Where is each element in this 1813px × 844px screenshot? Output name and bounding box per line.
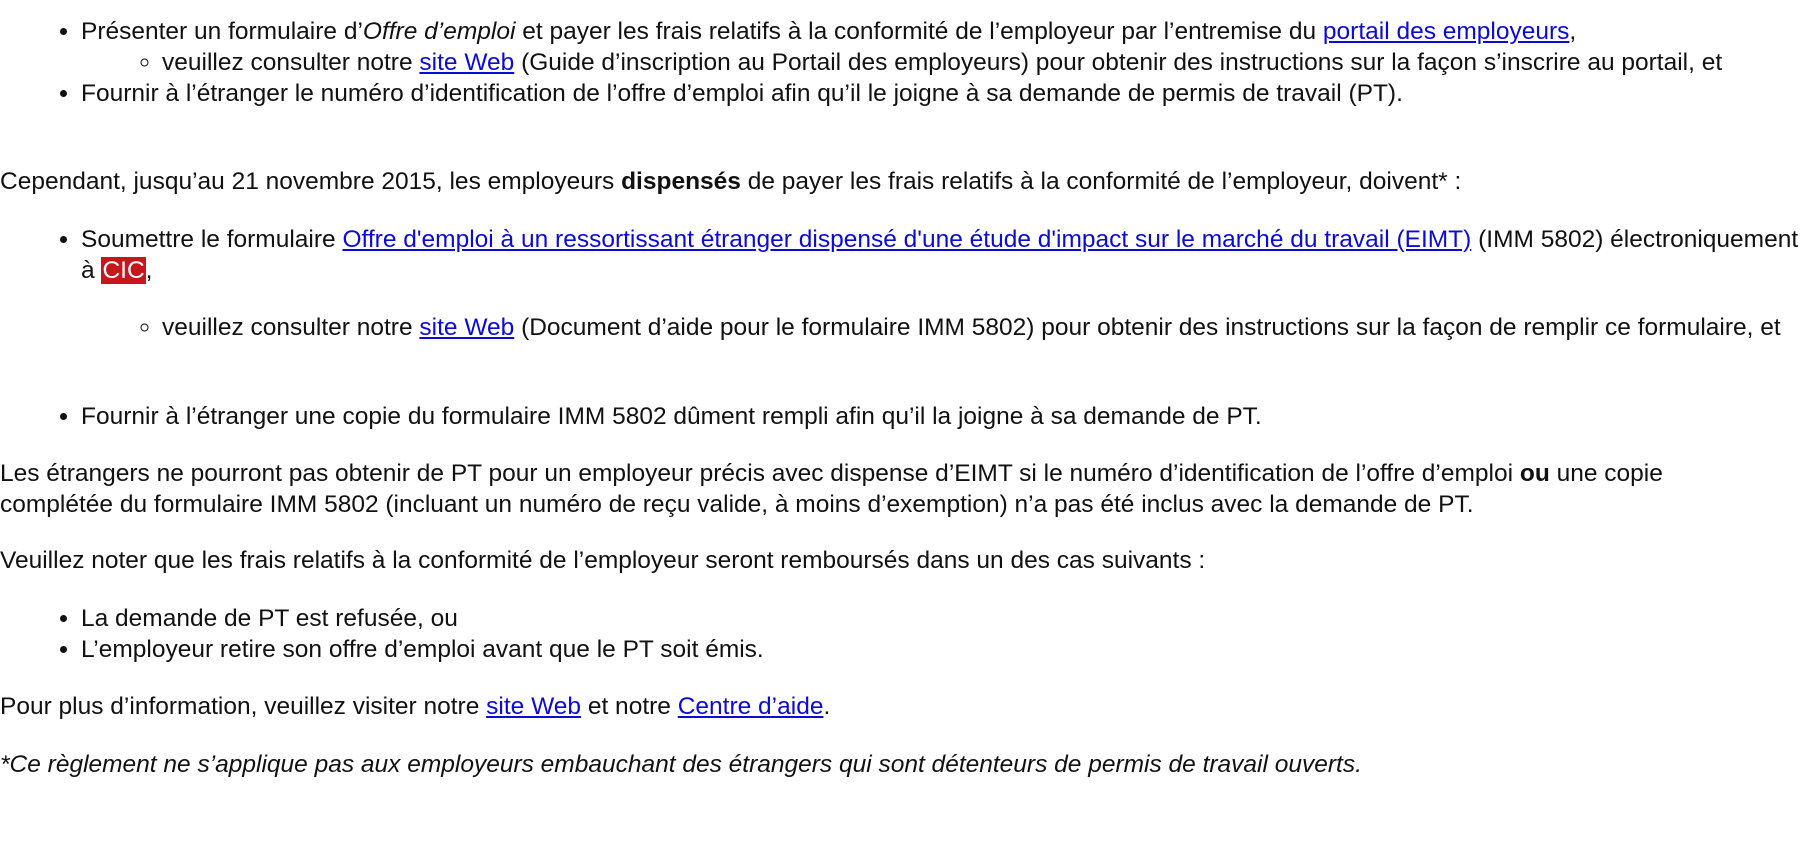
link-site-web-info[interactable]: site Web — [486, 693, 582, 720]
sub-list-container — [81, 312, 1813, 343]
text-segment: , — [1569, 18, 1577, 45]
sub-list-wrapper — [0, 312, 1813, 343]
text-segment: et notre — [581, 693, 678, 720]
text-segment: Cependant, jusqu’au 21 novembre 2015, les employeurs — [0, 168, 622, 195]
text-segment: et payer les frais relatifs à la conformité de l’employeur par l’entremise du — [515, 18, 1323, 45]
link-imm5802-form[interactable]: Offre d'emploi à un ressortissant étranger dispensé d'une étude d'impact sur le marché du travail (EIMT) — [342, 226, 1472, 253]
text-segment: veuillez consulter notre — [162, 49, 420, 76]
paragraph-exempt-employers — [0, 166, 1732, 197]
text-segment: une copie complétée du formulaire IMM 5802 (incluant un numéro de reçu valide, à moins d’exemption) n’a pas été inclus avec la demande de PT. — [0, 460, 1663, 518]
list-item-refund-refused: • La demande de PT est refusée, ou — [81, 603, 1813, 634]
link-employer-portal[interactable]: portail des employeurs — [1322, 18, 1570, 45]
link-site-web-help[interactable]: site Web — [419, 314, 515, 341]
list-item-provide-copy: • Fournir à l’étranger une copie du formulaire IMM 5802 dûment rempli afin qu’il la joigne à sa demande de PT. — [81, 401, 1813, 432]
paragraph-refund-intro: Veuillez noter que les frais relatifs à la conformité de l’employeur seront remboursés dans un des cas suivants : — [0, 547, 1206, 574]
link-site-web[interactable]: site Web — [419, 49, 515, 76]
text-segment: (IMM 5802) électroniquement à — [81, 226, 1799, 284]
text-segment: Pour plus d’information, veuillez visiter notre — [0, 693, 487, 720]
text-segment: (Guide d’inscription au Portail des employeurs) pour obtenir des instructions sur la façon s’inscrire au portail, et — [514, 49, 1723, 76]
highlighted-cic: CIC — [102, 257, 145, 284]
text-segment: veuillez consulter notre — [162, 314, 420, 341]
bullet-list-job-offer — [0, 16, 1813, 109]
list-item-refund-withdrawn: • L’employeur retire son offre d’emploi avant que le PT soit émis. — [81, 634, 1813, 665]
sub-list-portal — [81, 47, 1813, 78]
italic-offer-term: Offre d’emploi — [362, 18, 516, 45]
sub-list-item-portal-guide — [162, 47, 1813, 78]
text-segment: (Document d’aide pour le formulaire IMM 5802) pour obtenir des instructions sur la façon de remplir ce formulaire, et — [514, 314, 1781, 341]
text-segment: . — [823, 693, 831, 720]
sub-list-item-help-doc — [162, 312, 1813, 343]
paragraph-foreign-workers — [0, 458, 1732, 520]
bold-exempt: dispensés — [621, 168, 741, 195]
list-item-submit-form — [81, 224, 1813, 286]
text-segment: Présenter un formulaire d’ — [81, 18, 363, 45]
bullet-list-copy — [0, 401, 1813, 432]
list-item-submit-offer — [81, 16, 1813, 78]
footnote: *Ce règlement ne s’applique pas aux employeurs embauchant des étrangers qui sont détenteurs de permis de travail ouverts. — [0, 751, 1362, 778]
text-segment: Les étrangers ne pourront pas obtenir de PT pour un employeur précis avec dispense d’EIMT si le numéro d’identification de l’offre d’emploi — [0, 460, 1520, 487]
paragraph-more-info — [0, 691, 1732, 722]
list-item-provide-id: • Fournir à l’étranger le numéro d’identification de l’offre d’emploi afin qu’il le joigne à sa demande de permis de travail (PT). — [81, 78, 1813, 109]
text-segment: de payer les frais relatifs à la conformité de l’employeur, doivent* : — [740, 168, 1462, 195]
bullet-list-refund-cases — [0, 603, 1813, 665]
bold-or: ou — [1519, 460, 1550, 487]
text-segment: , — [145, 257, 153, 284]
link-help-centre[interactable]: Centre d’aide — [677, 693, 824, 720]
text-segment: Soumettre le formulaire — [81, 226, 343, 253]
sub-list-imm5802-help — [81, 312, 1813, 343]
bullet-list-imm5802 — [0, 224, 1813, 286]
